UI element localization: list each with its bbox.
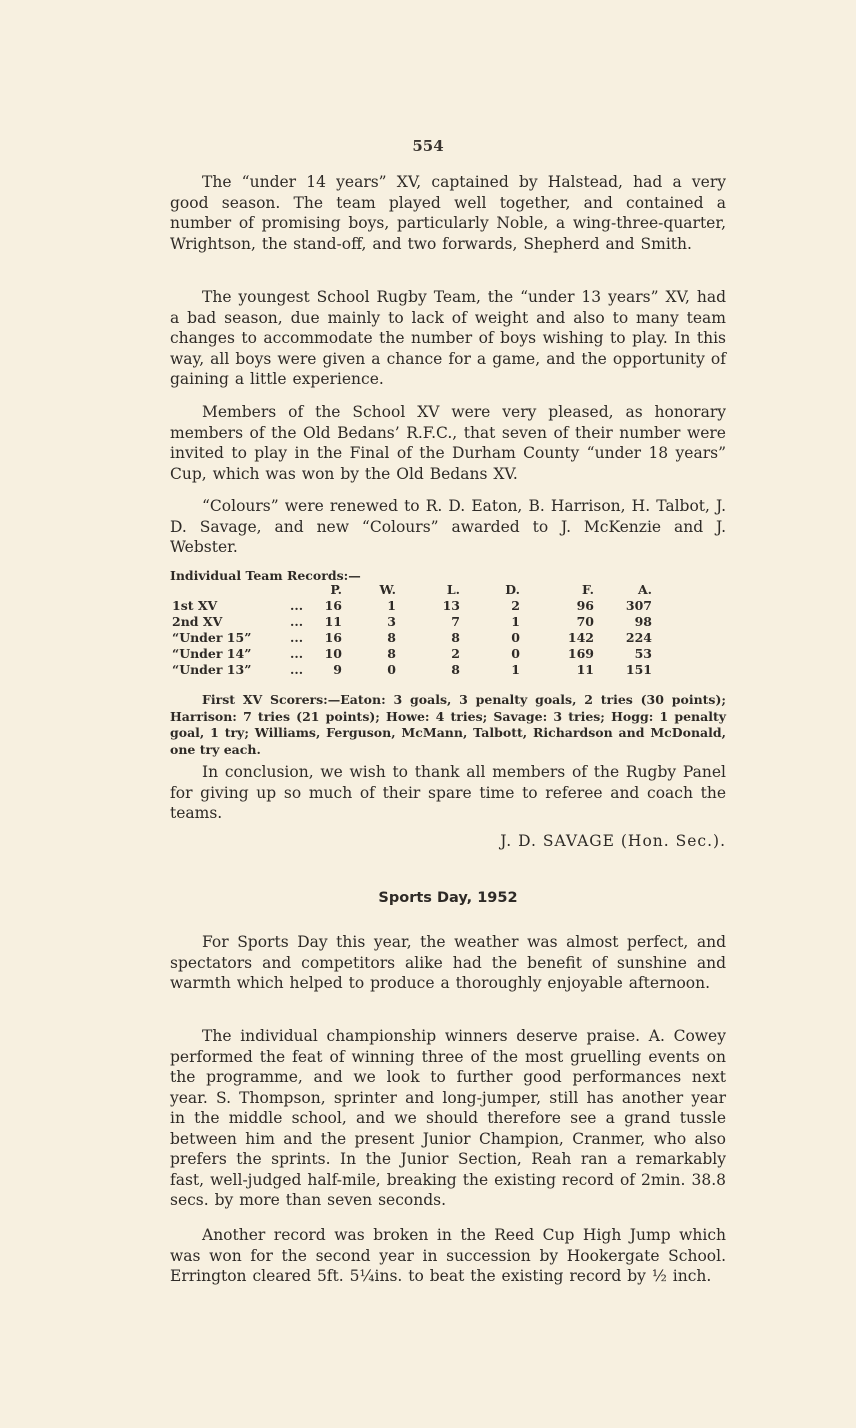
- team-name: “Under 13”: [172, 662, 252, 677]
- lost-value: 13: [442, 598, 460, 613]
- table-row: [170, 630, 726, 646]
- table-row: [170, 598, 726, 614]
- table-row: [170, 646, 726, 662]
- paragraph-colours: “Colours” were renewed to R. D. Eaton, B. Harrison, H. Talbot, J. D. Savage, and new “Colours” awarded to J. McKenzie and J. Webster.: [170, 497, 726, 556]
- leader-dots: ...: [290, 662, 304, 677]
- paragraph-block-under-13: [170, 287, 726, 390]
- team-name: “Under 15”: [172, 630, 252, 645]
- against-value: 53: [634, 646, 652, 661]
- team-name: 2nd XV: [172, 614, 223, 629]
- for-value: 169: [567, 646, 594, 661]
- signature: J. D. SAVAGE (Hon. Sec.).: [500, 832, 726, 850]
- header-drawn: D.: [505, 582, 520, 597]
- played-value: 9: [333, 662, 342, 677]
- team-name: 1st XV: [172, 598, 218, 613]
- lost-value: 8: [451, 662, 460, 677]
- won-value: 8: [387, 646, 396, 661]
- drawn-value: 0: [511, 646, 520, 661]
- paragraph-conclusion: In conclusion, we wish to thank all members of the Rugby Panel for giving up so much of their spare time to referee and coach the teams.: [170, 763, 726, 822]
- won-value: 0: [387, 662, 396, 677]
- paragraph-block-conclusion: [170, 762, 726, 824]
- paragraph-championship: The individual championship winners deserve praise. A. Cowey performed the feat of winning three of the most gruelling events on the programme, and we look to further good performances next year. S. Thompson, sprinter and long-jumper, still has another year in the middle school, and we should therefore see a grand tussle between him and the present Junior Champion, Cranmer, who also prefers the sprints. In the Junior Section, Reah ran a remarkably fast, well-judged half-mile, breaking the existing record of 2min. 38.8 secs. by more than seven seconds.: [170, 1027, 726, 1209]
- won-value: 3: [387, 614, 396, 629]
- table-row: [170, 614, 726, 630]
- against-value: 307: [625, 598, 652, 613]
- leader-dots: ...: [290, 614, 304, 629]
- drawn-value: 1: [511, 614, 520, 629]
- drawn-value: 2: [511, 598, 520, 613]
- against-value: 98: [634, 614, 652, 629]
- paragraph-block-colours: [170, 496, 726, 558]
- played-value: 11: [324, 614, 342, 629]
- leader-dots: ...: [290, 646, 304, 661]
- table-header-row: [170, 582, 726, 598]
- header-for: F.: [582, 582, 594, 597]
- won-value: 1: [387, 598, 396, 613]
- team-name: “Under 14”: [172, 646, 252, 661]
- against-value: 224: [625, 630, 652, 645]
- for-value: 11: [576, 662, 594, 677]
- paragraph-under-14: The “under 14 years” XV, captained by Halstead, had a very good season. The team played well together, and contained a number of promising boys, particularly Noble, a wing-three-quarter, Wrightson, the stand-off, and two forwards, Shepherd and Smith.: [170, 173, 726, 253]
- paragraph-high-jump: Another record was broken in the Reed Cup High Jump which was won for the second year in succession by Hookergate School. Errington cleared 5ft. 5¼ins. to beat the existing record by ½ inch.: [170, 1226, 726, 1285]
- drawn-value: 1: [511, 662, 520, 677]
- for-value: 142: [567, 630, 594, 645]
- header-won: W.: [379, 582, 396, 597]
- rugby-section: [170, 172, 726, 254]
- paragraph-old-bedans: Members of the School XV were very pleased, as honorary members of the Old Bedans’ R.F.C., that seven of their number were invited to play in the Final of the Durham County “under 18 years” Cup, which was won by the Old Bedans XV.: [170, 403, 726, 483]
- paragraph-block-high-jump: [170, 1225, 726, 1287]
- drawn-value: 0: [511, 630, 520, 645]
- for-value: 70: [576, 614, 594, 629]
- won-value: 8: [387, 630, 396, 645]
- leader-dots: ...: [290, 598, 304, 613]
- leader-dots: ...: [290, 630, 304, 645]
- against-value: 151: [625, 662, 652, 677]
- table-row: [170, 662, 726, 678]
- page-number: 554: [412, 137, 444, 155]
- header-against: A.: [637, 582, 652, 597]
- lost-value: 2: [451, 646, 460, 661]
- section-heading-sports-day: Sports Day, 1952: [378, 890, 518, 906]
- paragraph-block-weather: [170, 932, 726, 994]
- lost-value: 8: [451, 630, 460, 645]
- first-xv-scorers: First XV Scorers:—Eaton: 3 goals, 3 penalty goals, 2 tries (30 points); Harrison: 7 tries (21 points); Howe: 4 tries; Savage: 3 tries; Hogg: 1 penalty goal, 1 try; Williams, Ferguson, McMann, Talbott, Richardson and McDonald, one try each.: [170, 692, 726, 757]
- paragraph-under-13: The youngest School Rugby Team, the “under 13 years” XV, had a bad season, due mainly to lack of weight and also to many team changes to accommodate the number of boys wishing to play. In this way, all boys were given a chance for a game, and the opportunity of gaining a little experience.: [170, 288, 726, 388]
- for-value: 96: [576, 598, 594, 613]
- paragraph-weather: For Sports Day this year, the weather was almost perfect, and spectators and competitors alike had the benefit of sunshine and warmth which helped to produce a thoroughly enjoyable afternoon.: [170, 933, 726, 992]
- paragraph-block-championship: [170, 1026, 726, 1211]
- lost-value: 7: [451, 614, 460, 629]
- played-value: 16: [324, 598, 342, 613]
- table-title: Individual Team Records:—: [170, 568, 361, 583]
- played-value: 10: [324, 646, 342, 661]
- header-lost: L.: [446, 582, 460, 597]
- played-value: 16: [324, 630, 342, 645]
- paragraph-block-old-bedans: [170, 402, 726, 484]
- header-played: P.: [330, 582, 342, 597]
